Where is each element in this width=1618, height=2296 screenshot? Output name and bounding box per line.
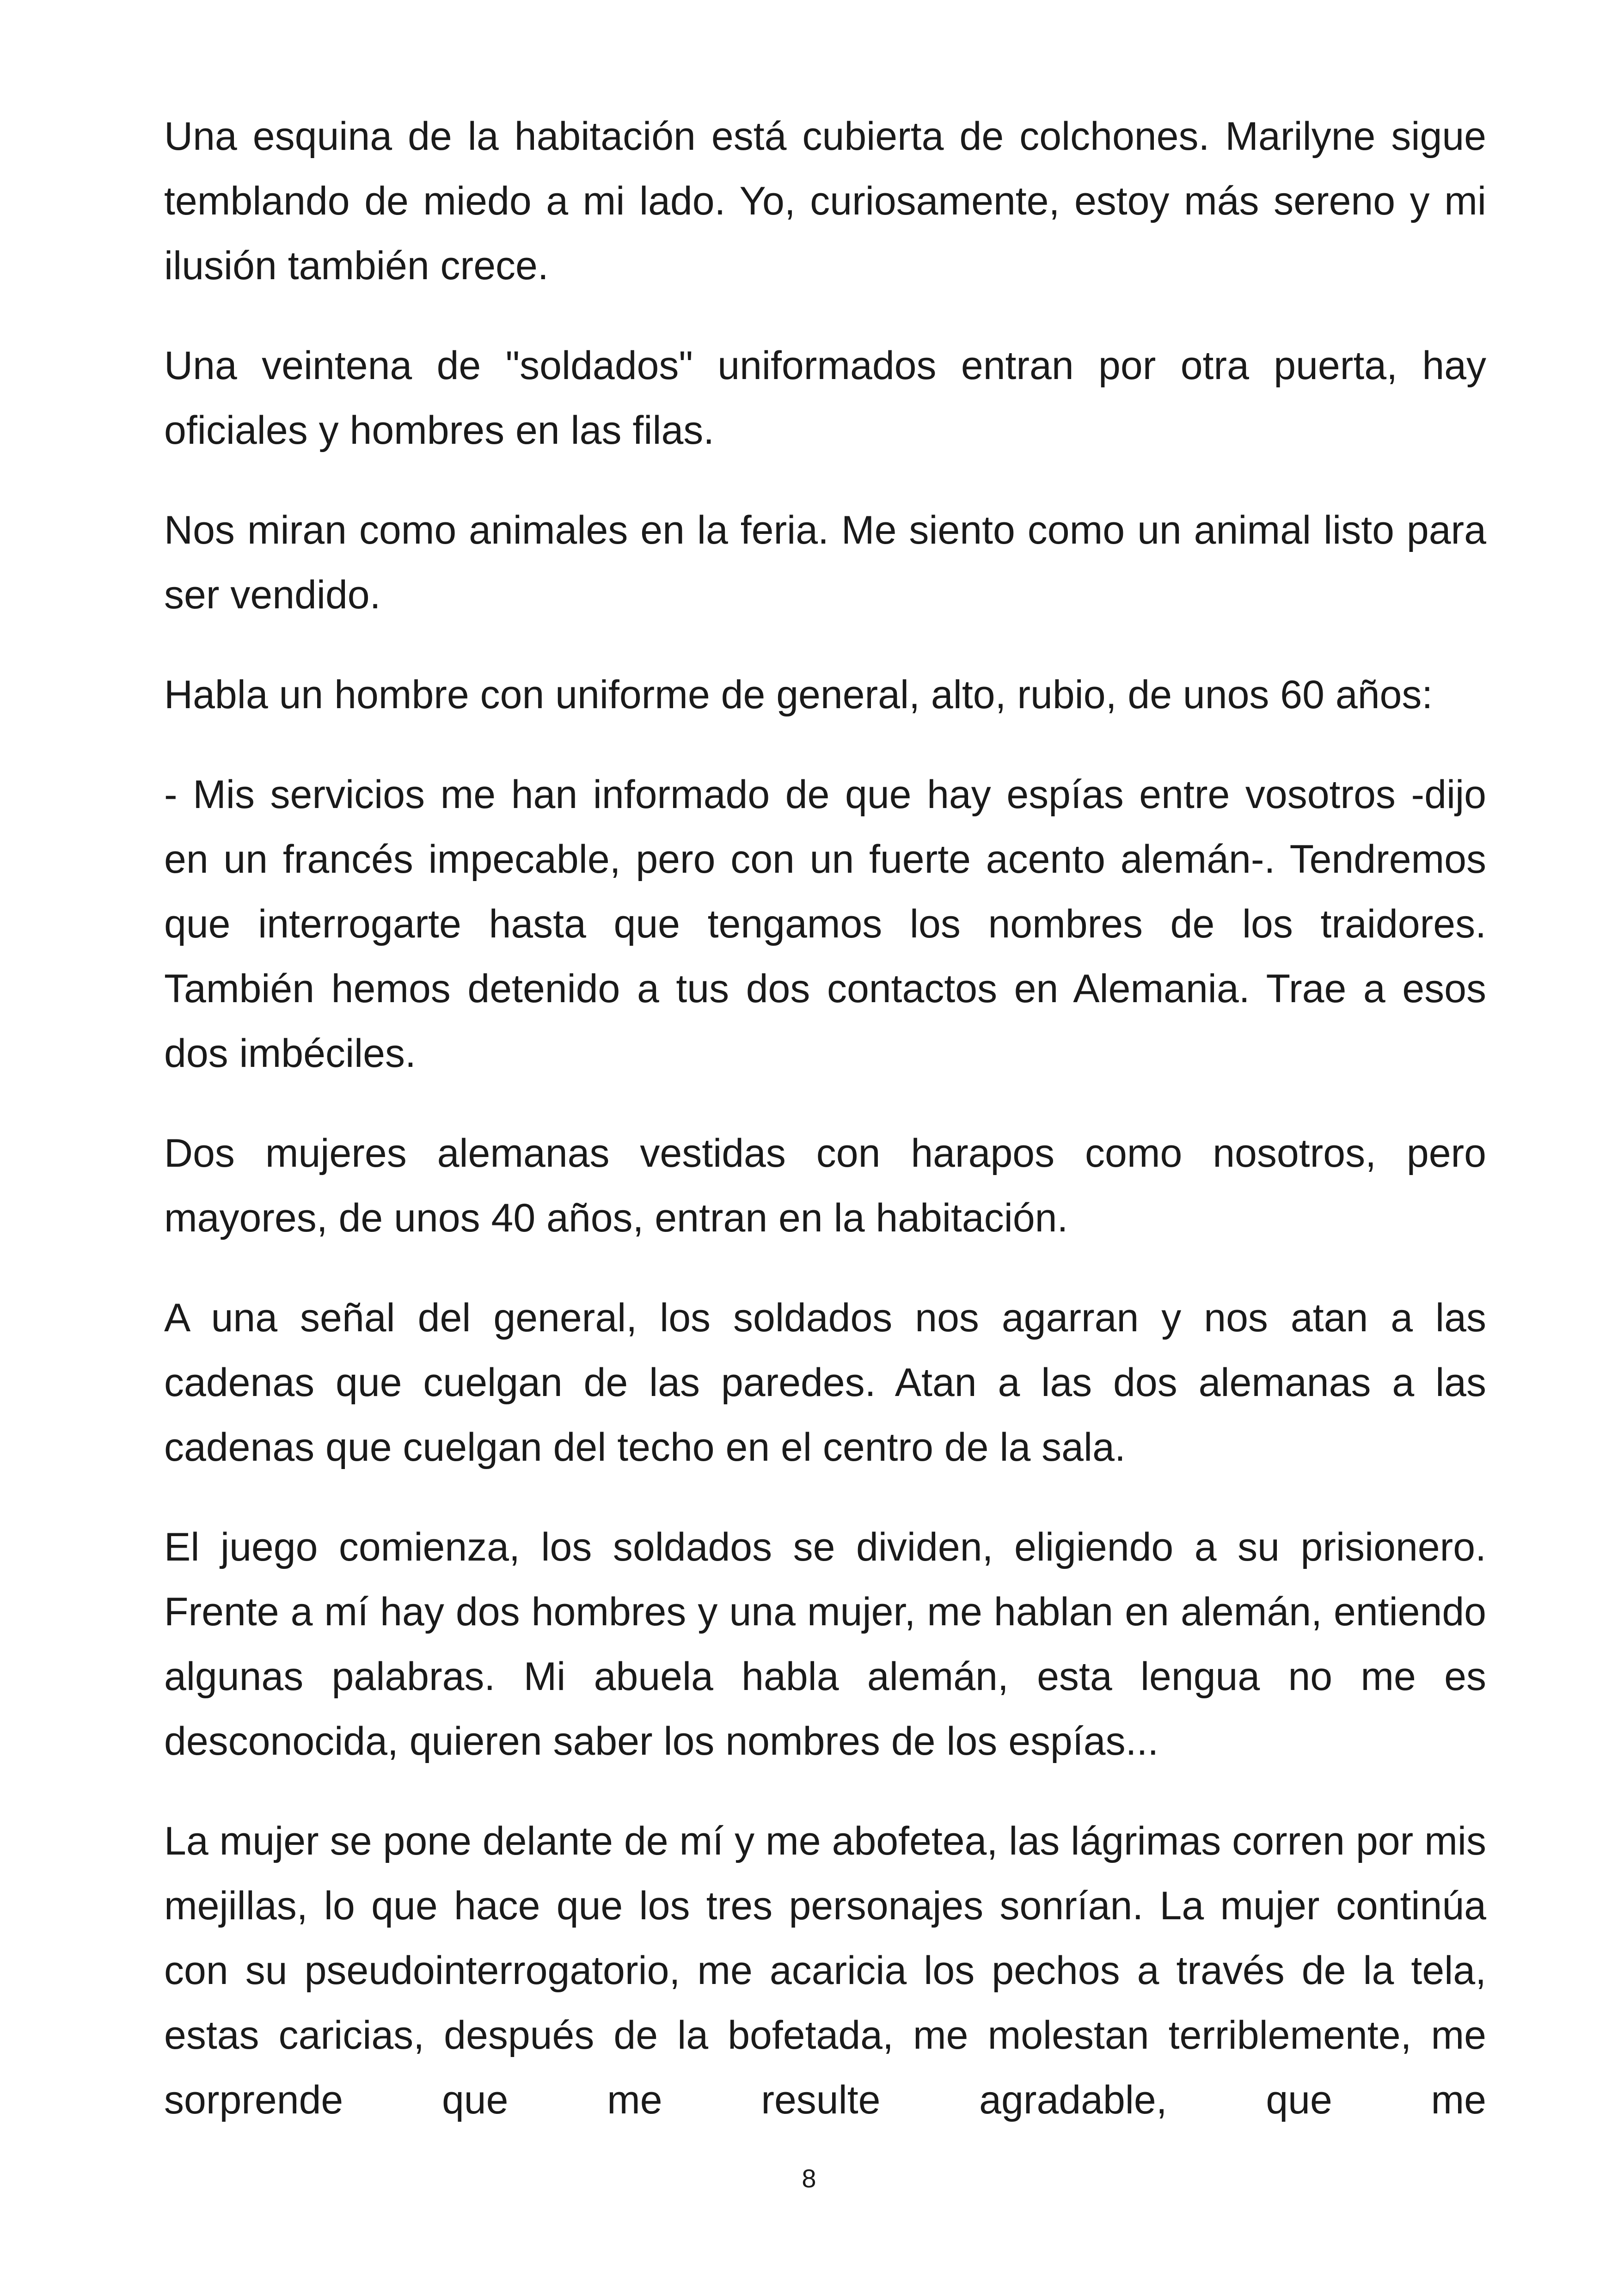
paragraph: Dos mujeres alemanas vestidas con harapos como nosotros, pero mayores, de unos 40 años, entran en la habitación.	[164, 1131, 1486, 1240]
page-body	[164, 104, 1486, 2132]
paragraph: Nos miran como animales en la feria. Me siento como un animal listo para ser vendido.	[164, 508, 1486, 617]
page-number: 8	[802, 2164, 816, 2193]
paragraph: Una veintena de "soldados" uniformados entran por otra puerta, hay oficiales y hombres en las filas.	[164, 343, 1486, 453]
paragraph: El juego comienza, los soldados se dividen, eligiendo a su prisionero. Frente a mí hay dos hombres y una mujer, me hablan en alemán, entiendo algunas palabras. Mi abuela habla alemán, esta lengua no me es desconocida, quieren saber los nombres de los espías...	[164, 1525, 1486, 1763]
paragraph: A una señal del general, los soldados nos agarran y nos atan a las cadenas que cuelgan de las paredes. Atan a las dos alemanas a las cadenas que cuelgan del techo en el centro de la sala.	[164, 1296, 1486, 1469]
paragraph: Una esquina de la habitación está cubierta de colchones. Marilyne sigue temblando de miedo a mi lado. Yo, curiosamente, estoy más sereno y mi ilusión también crece.	[164, 114, 1486, 288]
paragraph: La mujer se pone delante de mí y me abofetea, las lágrimas corren por mis mejillas, lo que hace que los tres personajes sonrían. La mujer continúa con su pseudointerrogatorio, me acaricia los pechos a través de la tela, estas caricias, después de la bofetada, me molestan terriblemente, me sorprende que me resulte agradable, que me	[164, 1819, 1486, 2122]
paragraph: Habla un hombre con uniforme de general, alto, rubio, de unos 60 años:	[164, 673, 1433, 717]
paragraph: - Mis servicios me han informado de que hay espías entre vosotros -dijo en un francés impecable, pero con un fuerte acento alemán-. Tendremos que interrogarte hasta que tengamos los nombres de los traidores. También hemos detenido a tus dos contactos en Alemania. Trae a esos dos imbéciles.	[164, 772, 1486, 1076]
